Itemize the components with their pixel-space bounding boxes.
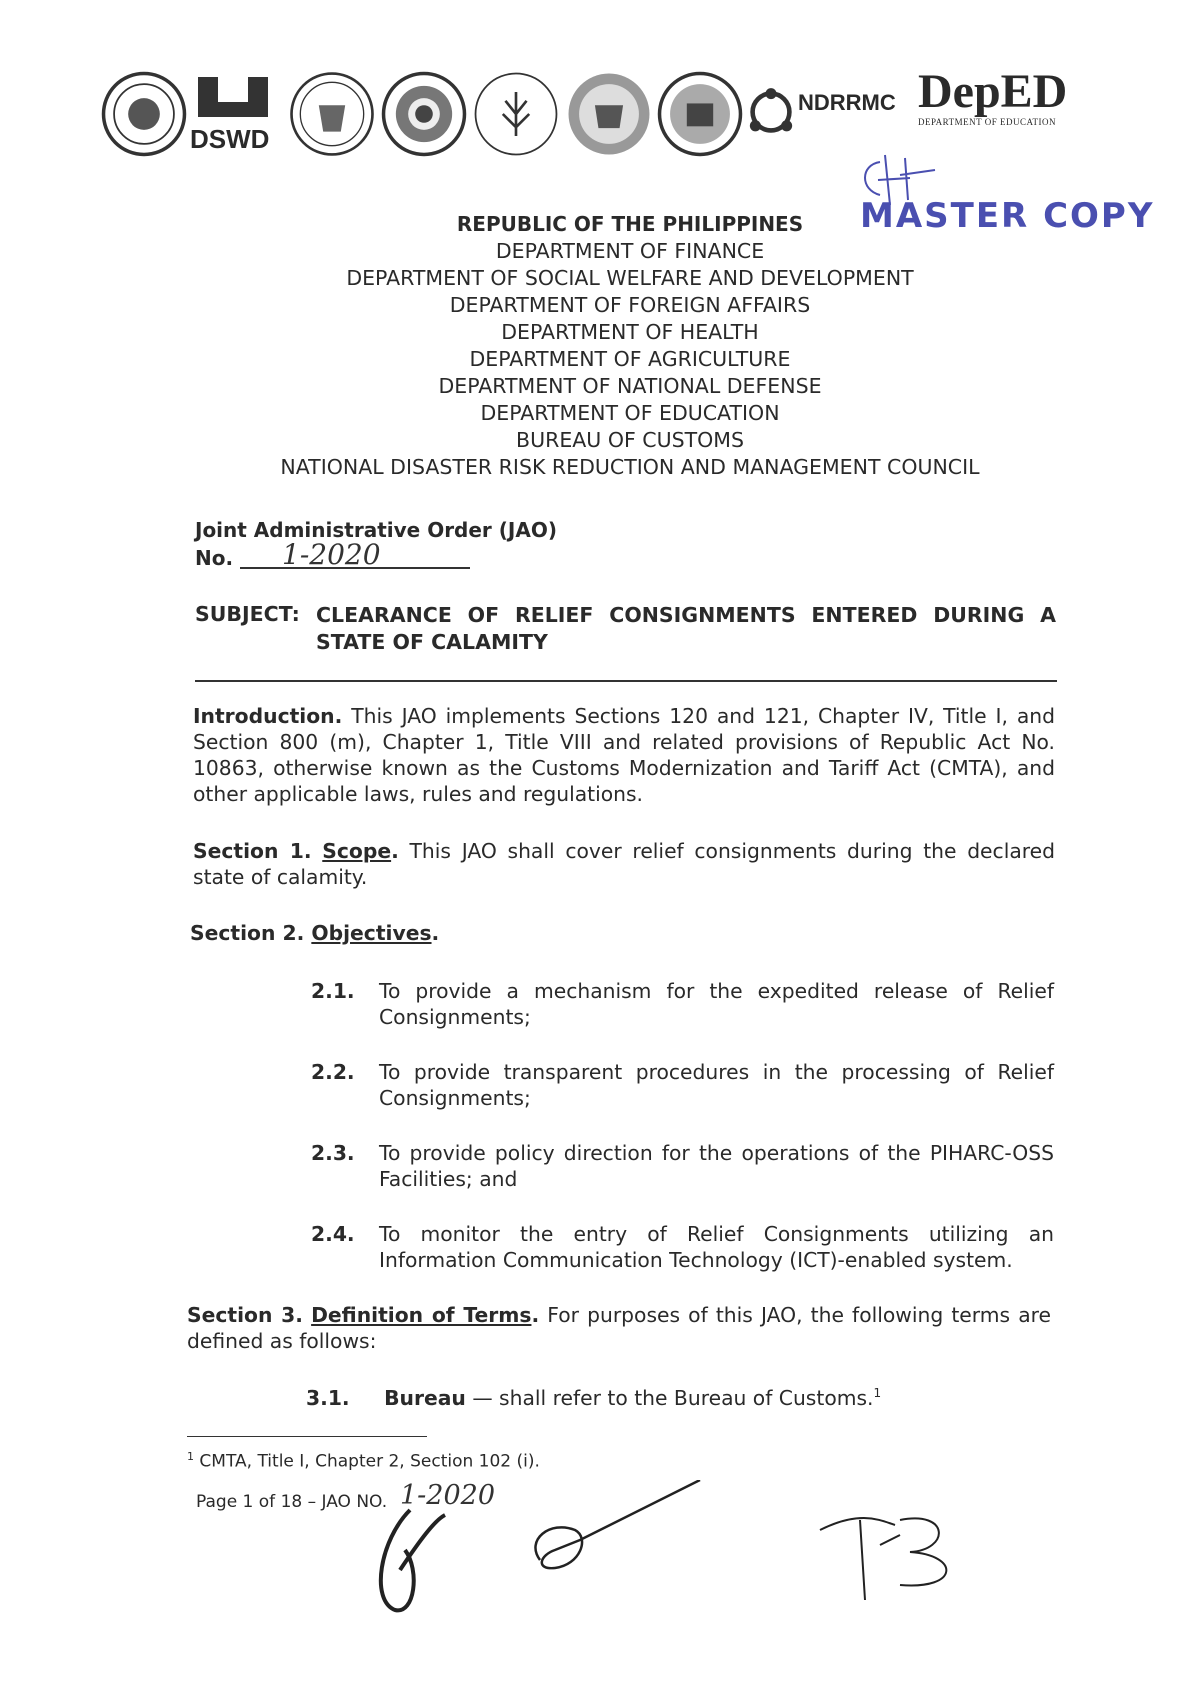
department-line: BUREAU OF CUSTOMS — [516, 428, 744, 452]
department-line: DEPARTMENT OF NATIONAL DEFENSE — [438, 374, 822, 398]
department-line: DEPARTMENT OF AGRICULTURE — [469, 347, 791, 371]
dof-seal-icon — [100, 70, 188, 158]
boc-seal-icon — [656, 70, 744, 158]
page-number-value: 1-2020 — [400, 1480, 496, 1511]
doh-seal-icon — [380, 70, 468, 158]
dswd-text: DSWD — [190, 124, 270, 154]
footnote-divider — [187, 1436, 427, 1437]
dswd-logo — [188, 72, 278, 152]
section-3-paragraph: Section 3. Definition of Terms. For purposes of this JAO, the following terms are defined as follows: — [187, 1303, 1052, 1353]
objective-text: To provide transparent procedures in the processing of Relief Consignments; — [379, 1060, 1054, 1110]
master-copy-stamp: MASTER COPY — [860, 196, 1155, 236]
signature-2-icon — [535, 1480, 700, 1568]
subject-divider — [195, 680, 1057, 682]
jao-title: Joint Administrative Order (JAO) — [195, 518, 557, 542]
deped-text: DepED — [918, 65, 1068, 118]
subject-text: CLEARANCE OF RELIEF CONSIGNMENTS ENTERED DURING A STATE OF CALAMITY — [316, 603, 1056, 654]
department-line: DEPARTMENT OF FOREIGN AFFAIRS — [449, 293, 811, 317]
department-line: DEPARTMENT OF FINANCE — [495, 239, 765, 263]
objective-text: To provide policy direction for the operations of the PIHARC-OSS Facilities; and — [379, 1141, 1054, 1191]
section-1-text: This JAO shall cover relief consignments during the declared state of calamity. — [193, 839, 1055, 889]
da-seal-icon — [472, 70, 560, 158]
jao-number-value: 1-2020 — [282, 538, 381, 571]
ndrrmc-emblem-icon — [748, 82, 794, 142]
definition-text: — shall refer to the Bureau of Customs. — [472, 1386, 874, 1410]
document-header — [0, 212, 1200, 481]
signatures — [340, 1480, 1040, 1630]
section-1-paragraph: Section 1. Scope. This JAO shall cover relief consignments during the declared state of calamity. — [193, 839, 1055, 889]
dfa-seal-icon — [288, 70, 376, 158]
footnote-mark: 1 — [187, 1450, 194, 1463]
agency-logos — [100, 62, 1170, 162]
dnd-seal-icon — [565, 70, 653, 158]
introduction-label: Introduction. — [193, 704, 343, 728]
signature-1-icon — [381, 1510, 445, 1610]
ndrrmc-logo — [748, 82, 918, 152]
section-3-heading: Definition of Terms — [311, 1303, 532, 1327]
objective-number: 2.1. — [311, 979, 355, 1003]
republic-title: REPUBLIC OF THE PHILIPPINES — [456, 212, 804, 236]
footnote-ref: 1 — [873, 1386, 882, 1401]
definition-item — [306, 1386, 881, 1410]
section-2-heading-line: Section 2. Objectives. — [190, 921, 440, 945]
section-2-label: Section 2. — [190, 921, 305, 945]
section-1-label: Section 1. — [193, 839, 312, 863]
department-line: DEPARTMENT OF HEALTH — [501, 320, 759, 344]
definition-number: 3.1. — [306, 1386, 350, 1410]
deped-subtext: DEPARTMENT OF EDUCATION — [918, 117, 1056, 127]
objective-number: 2.4. — [311, 1222, 355, 1246]
section-3-label: Section 3. — [187, 1303, 303, 1327]
jao-number-label: No. — [195, 546, 234, 570]
introduction-text: This JAO implements Sections 120 and 121, Chapter IV, Title I, and Section 800 (m), Chapter 1, Title VIII and related provisions of Republic Act No. 10863, otherwise known as the Customs Modernization and Tariff Act (CMTA), and other applicable laws, rules and regulations. — [193, 704, 1056, 806]
section-2-heading: Objectives — [311, 921, 432, 945]
ndrrmc-text: NDRRMC — [798, 90, 896, 115]
department-line: NATIONAL DISASTER RISK REDUCTION AND MANAGEMENT COUNCIL — [280, 455, 980, 479]
page-number-label: Page 1 of 18 – JAO NO. — [196, 1492, 388, 1512]
introduction-paragraph — [193, 703, 1055, 807]
footnote-text: CMTA, Title I, Chapter 2, Section 102 (i). — [199, 1451, 540, 1472]
objective-text: To monitor the entry of Relief Consignments utilizing an Information Communication Technology (ICT)-enabled system. — [379, 1222, 1054, 1272]
signature-3-icon — [820, 1518, 946, 1600]
objective-text: To provide a mechanism for the expedited release of Relief Consignments; — [379, 979, 1054, 1029]
footnote — [187, 1450, 540, 1472]
deped-logo — [918, 67, 1078, 157]
subject-label: SUBJECT: — [195, 602, 300, 626]
department-line: DEPARTMENT OF EDUCATION — [480, 401, 780, 425]
section-3-text: For purposes of this JAO, the following terms are defined as follows: — [187, 1303, 1052, 1353]
department-line: DEPARTMENT OF SOCIAL WELFARE AND DEVELOPMENT — [346, 266, 914, 290]
objective-number: 2.3. — [311, 1141, 355, 1165]
definition-term: Bureau — [384, 1386, 466, 1410]
dswd-emblem-icon — [188, 72, 278, 122]
section-1-heading: Scope — [322, 839, 392, 863]
objective-number: 2.2. — [311, 1060, 355, 1084]
